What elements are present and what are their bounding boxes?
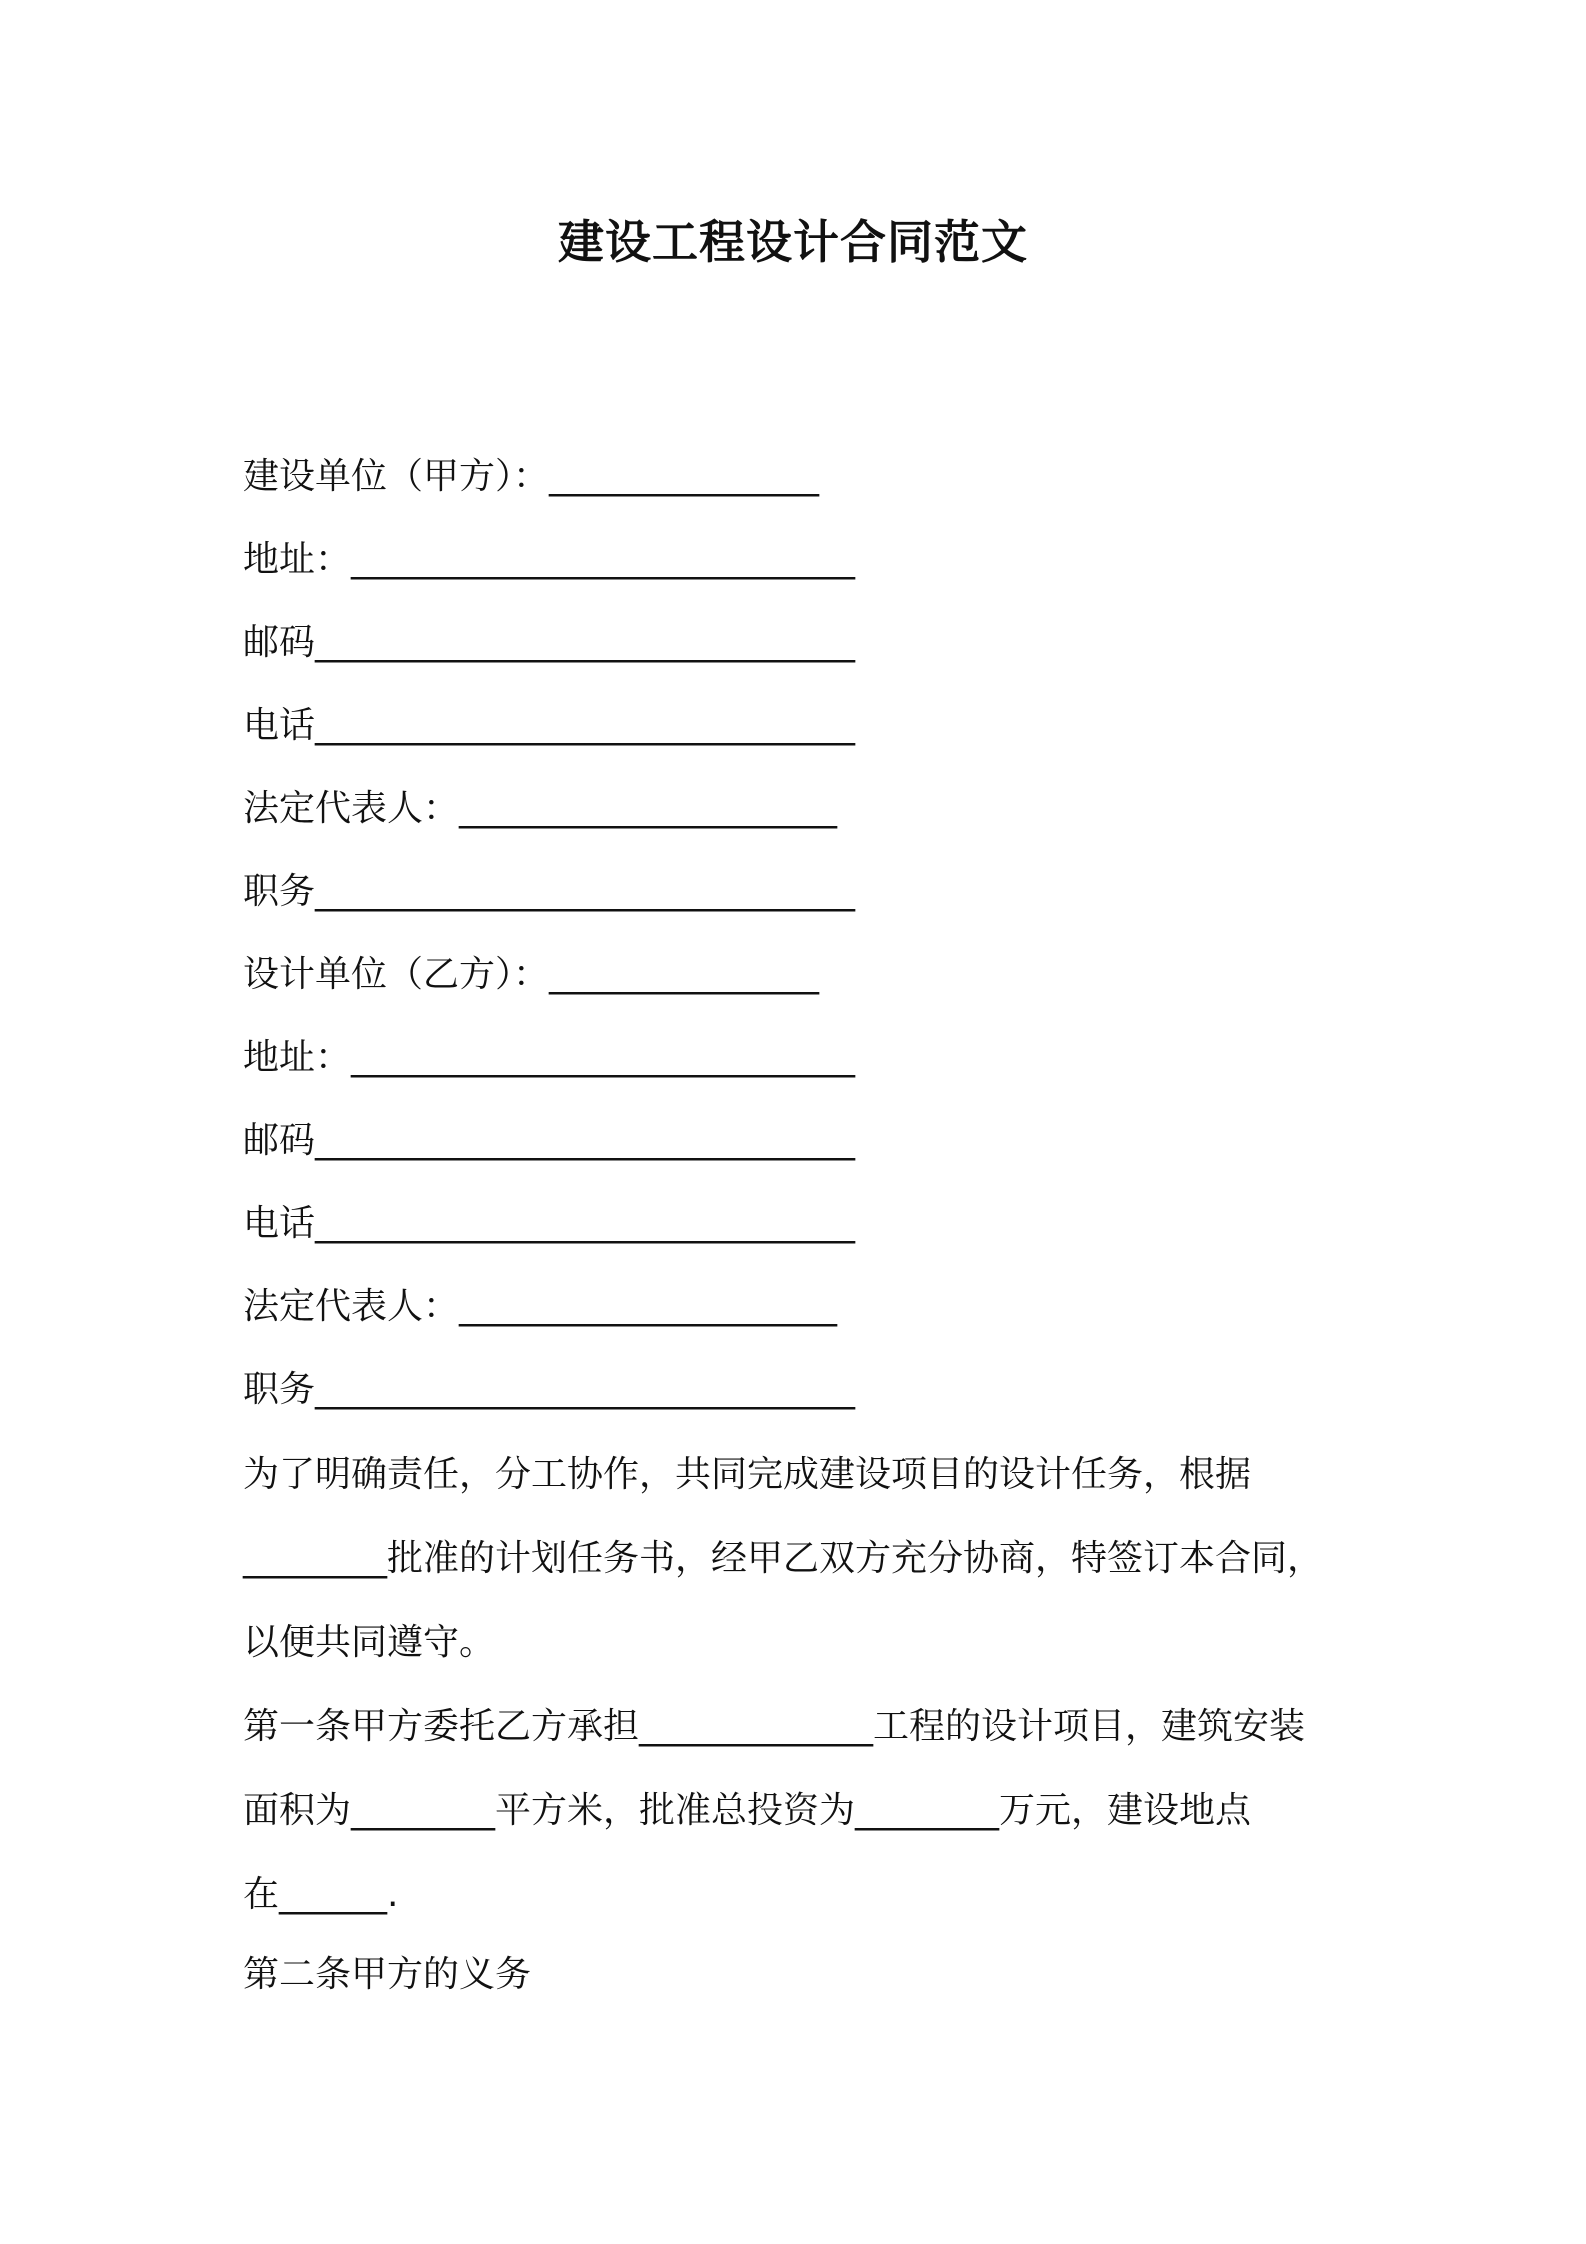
party-a-unit: 建设单位（甲方）：_______________ xyxy=(243,456,820,497)
article-1-paragraph xyxy=(243,1685,1383,1937)
article-1-line: 第一条甲方委托乙方承担_____________工程的设计项目，建筑安装 xyxy=(243,1706,1306,1747)
party-a-postcode: 邮码______________________________ xyxy=(243,622,855,663)
article-2-heading: 第二条甲方的义务 xyxy=(243,1954,532,1995)
preamble-paragraph xyxy=(243,1433,1383,1685)
document-title: 建设工程设计合同范文 xyxy=(558,215,1028,269)
preamble-line: 为了明确责任，分工协作，共同完成建设项目的设计任务，根据 xyxy=(243,1454,1252,1495)
party-a-phone: 电话______________________________ xyxy=(243,705,855,746)
party-b-legal-rep: 法定代表人：_____________________ xyxy=(243,1286,838,1327)
party-b-position: 职务______________________________ xyxy=(243,1369,855,1410)
party-b-address: 地址：____________________________ xyxy=(243,1037,856,1078)
party-b-phone: 电话______________________________ xyxy=(243,1203,855,1244)
party-b-postcode: 邮码______________________________ xyxy=(243,1120,855,1161)
article-1-line: 在______. xyxy=(243,1874,399,1915)
preamble-line: ________批准的计划任务书，经甲乙双方充分协商，特签订本合同， xyxy=(243,1538,1324,1579)
party-a-legal-rep: 法定代表人：_____________________ xyxy=(243,788,838,829)
party-b-unit: 设计单位（乙方）：_______________ xyxy=(243,954,820,995)
article-1-line: 面积为________平方米，批准总投资为________万元，建设地点 xyxy=(243,1790,1252,1831)
party-a-position: 职务______________________________ xyxy=(243,871,855,912)
preamble-line: 以便共同遵守。 xyxy=(243,1622,496,1663)
party-a-address: 地址：____________________________ xyxy=(243,539,856,580)
